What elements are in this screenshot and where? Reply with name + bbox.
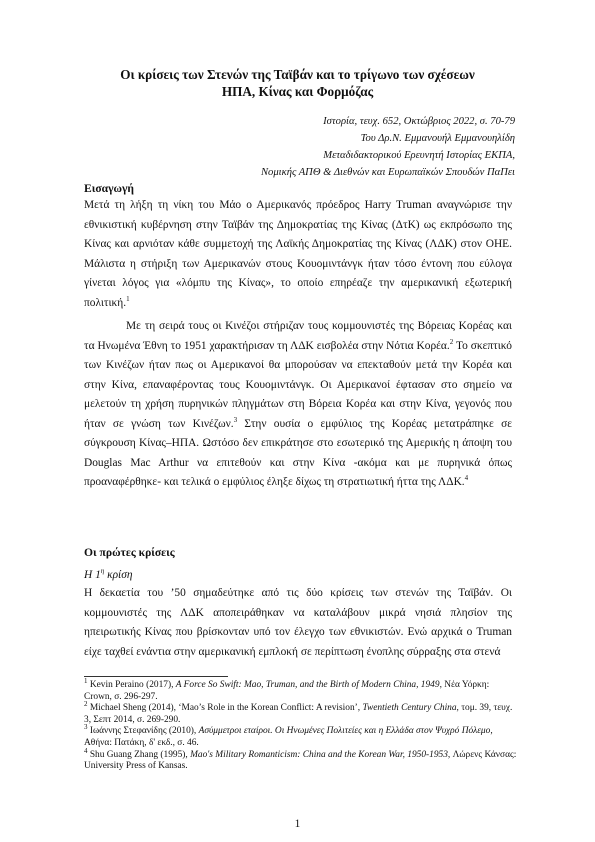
footnote-title: Mao's Military Romanticism: China and the Korean War, 1950-1953 [190,749,448,760]
footnote-text: , τομ. 39, τευχ. 3, Σεπτ 2014, σ. 269-290. [84,703,513,725]
first-crisis-body [84,584,512,662]
subheading-suffix: κρίση [104,569,133,581]
byline-source: Ιστορία, τευχ. 652, Οκτώβριος 2022, σ. 70-79 [323,116,515,127]
page-number: 1 [294,818,301,830]
intro-paragraph-2-text-c: Στην ουσία ο εμφύλιος της Κορέας μετατράπηκε σε σύγκρουση Κίνας–ΗΠΑ. Ωστόσο δεν επικράτησε στο εσωτερικό της Αμερικής η άποψη του Douglas Mac Arthur να επιτεθούν και στην Κίνα -ακόμα και με πυρηνικά όπως προαναφέρθηκε- και τελικά ο εμφύλιος έληξε δίχως τη στρατιωτική ήττα της ΛΔΚ. [84,417,512,488]
first-crisis-paragraph: Η δεκαετία του ’50 σημαδεύτηκε από τις δύο κρίσεις των στενών της Ταϊβάν. Οι κομμουνιστές της ΛΔΚ αποπειράθηκαν να καταλάβουν μικρά νησιά πλησίον της ηπειρωτικής Κίνας που βρίσκονταν υπό τον έλεγχο των εθνικιστών. Ενώ αρχικά ο Truman είχε ταχθεί ενάντια στην αμερικανική εμπλοκή σε περίπτωση ένοπλης σύρραξης στα στενά [84,587,512,658]
byline [261,113,515,181]
footnote-title: A Force So Swift: Mao, Truman, and the Birth of Modern China, 1949 [175,680,440,690]
footnote-text: Ιωάννης Στεφανίδης (2010), [87,726,199,737]
footnote-ref-2[interactable]: 2 [449,337,454,346]
byline-affiliation-2: Νομικής ΑΠΘ & Διεθνών και Ευρωπαϊκών Σπουδών ΠαΠει [260,167,515,178]
intro-body [84,196,512,493]
intro-paragraph-2-text-a: Με τη σειρά τους οι Κινέζοι στήριζαν τους κομμουνιστές της Βόρειας Κορέας και τα Ηνωμένα Έθνη το 1951 χαρακτήρισαν τη ΛΔΚ εισβολέα στην Νότια Κορέα. [84,320,512,352]
footnote-3 [84,723,518,749]
footnote-1 [84,676,518,703]
footnote-number: 2 [84,700,88,709]
section-heading-first-crises: Οι πρώτες κρίσεις [84,546,175,559]
title-line-1: Οι κρίσεις των Στενών της Ταϊβάν και το τρίγωνο των σχέσεων [120,67,475,82]
section-heading-intro: Εισαγωγή [84,182,135,195]
footnote-separator [84,676,228,677]
footnote-ref-3[interactable]: 3 [233,415,238,424]
intro-paragraph-2 [84,317,512,493]
footnote-title: Twentieth Century China [362,703,457,714]
byline-author: Του Δρ.Ν. Εμμανουήλ Εμμανουηλίδη [360,133,515,144]
subheading-ordinal: η [100,567,105,576]
intro-paragraph-2-text-b: Το σκεπτικό των Κινέζων ήταν πως οι Αμερικανοί θα μπορούσαν να επεκταθούν μετά την Κορέα και στην Κίνα, επαναφέροντας τους Κουομιντάνγκ. Οι Αμερικανοί έφτασαν στο σημείο να μελετούν τη χρήση πυρηνικών πληγμάτων στη Βόρεια Κορέα και στην Κίνα, γεγονός που ήταν σε γνώση των Κινέζων. [84,339,512,430]
footnote-text: Michael Sheng (2014), ‘Mao’s Role in the Korean Conflict: A revision’, [87,703,363,714]
footnote-4 [84,746,518,773]
subsection-heading-first-crisis [84,569,132,581]
footnote-ref-1[interactable]: 1 [126,294,130,303]
footnote-2 [84,700,518,726]
byline-affiliation-1: Μεταδιδακτορικού Ερευνητή Ιστορίας ΕΚΠΑ, [323,150,515,161]
footnote-number: 4 [84,746,88,755]
footnote-text: Shu Guang Zhang (1995), [87,749,191,760]
footnote-number: 3 [84,723,88,732]
footnote-number: 1 [84,676,88,685]
footnote-text: , Λώρενς Κάνσας: University Press of Kansas. [84,749,517,772]
footnotes [84,676,518,773]
footnote-text: , Νέα Υόρκη: Crown, σ. 296-297. [84,680,490,702]
intro-paragraph-1-text: Μετά τη λήξη τη νίκη του Μάο ο Αμερικανός πρόεδρος Harry Truman αναγνώρισε την εθνικιστική κυβέρνηση στην Ταϊβάν της Δημοκρατίας της Κίνας (ΔτΚ) ως εκπρόσωπο της Κίνας και αρνιόταν κάθε συμμετοχή της Λαϊκής Δημοκρατίας της Κίνας (ΛΔΚ) στον ΟΗΕ. Μάλιστα η στήριξη των Αμερικανών στους Κουομιντάνγκ ήταν τόσο έντονη που εύλογα γίνεται λόγος για «λόμπυ της Κίνας», το οποίο επηρέαζε την αμερικανική εξωτερική πολιτική. [84,199,512,309]
footnote-text: , Αθήνα: Πατάκη, δ' εκδ., σ. 46. [84,726,493,748]
subheading-prefix: Η 1 [84,569,101,581]
intro-paragraph-1 [84,196,512,313]
footnote-text: Kevin Peraino (2017), [87,680,176,690]
article-title [60,66,535,100]
footnote-ref-4[interactable]: 4 [464,474,469,483]
footnote-title: Ασύμμετροι εταίροι. Οι Ηνωμένες Πολιτείες και η Ελλάδα στον Ψυχρό Πόλεμο [198,726,491,737]
title-line-2: ΗΠΑ, Κίνας και Φορμόζας [221,84,374,99]
